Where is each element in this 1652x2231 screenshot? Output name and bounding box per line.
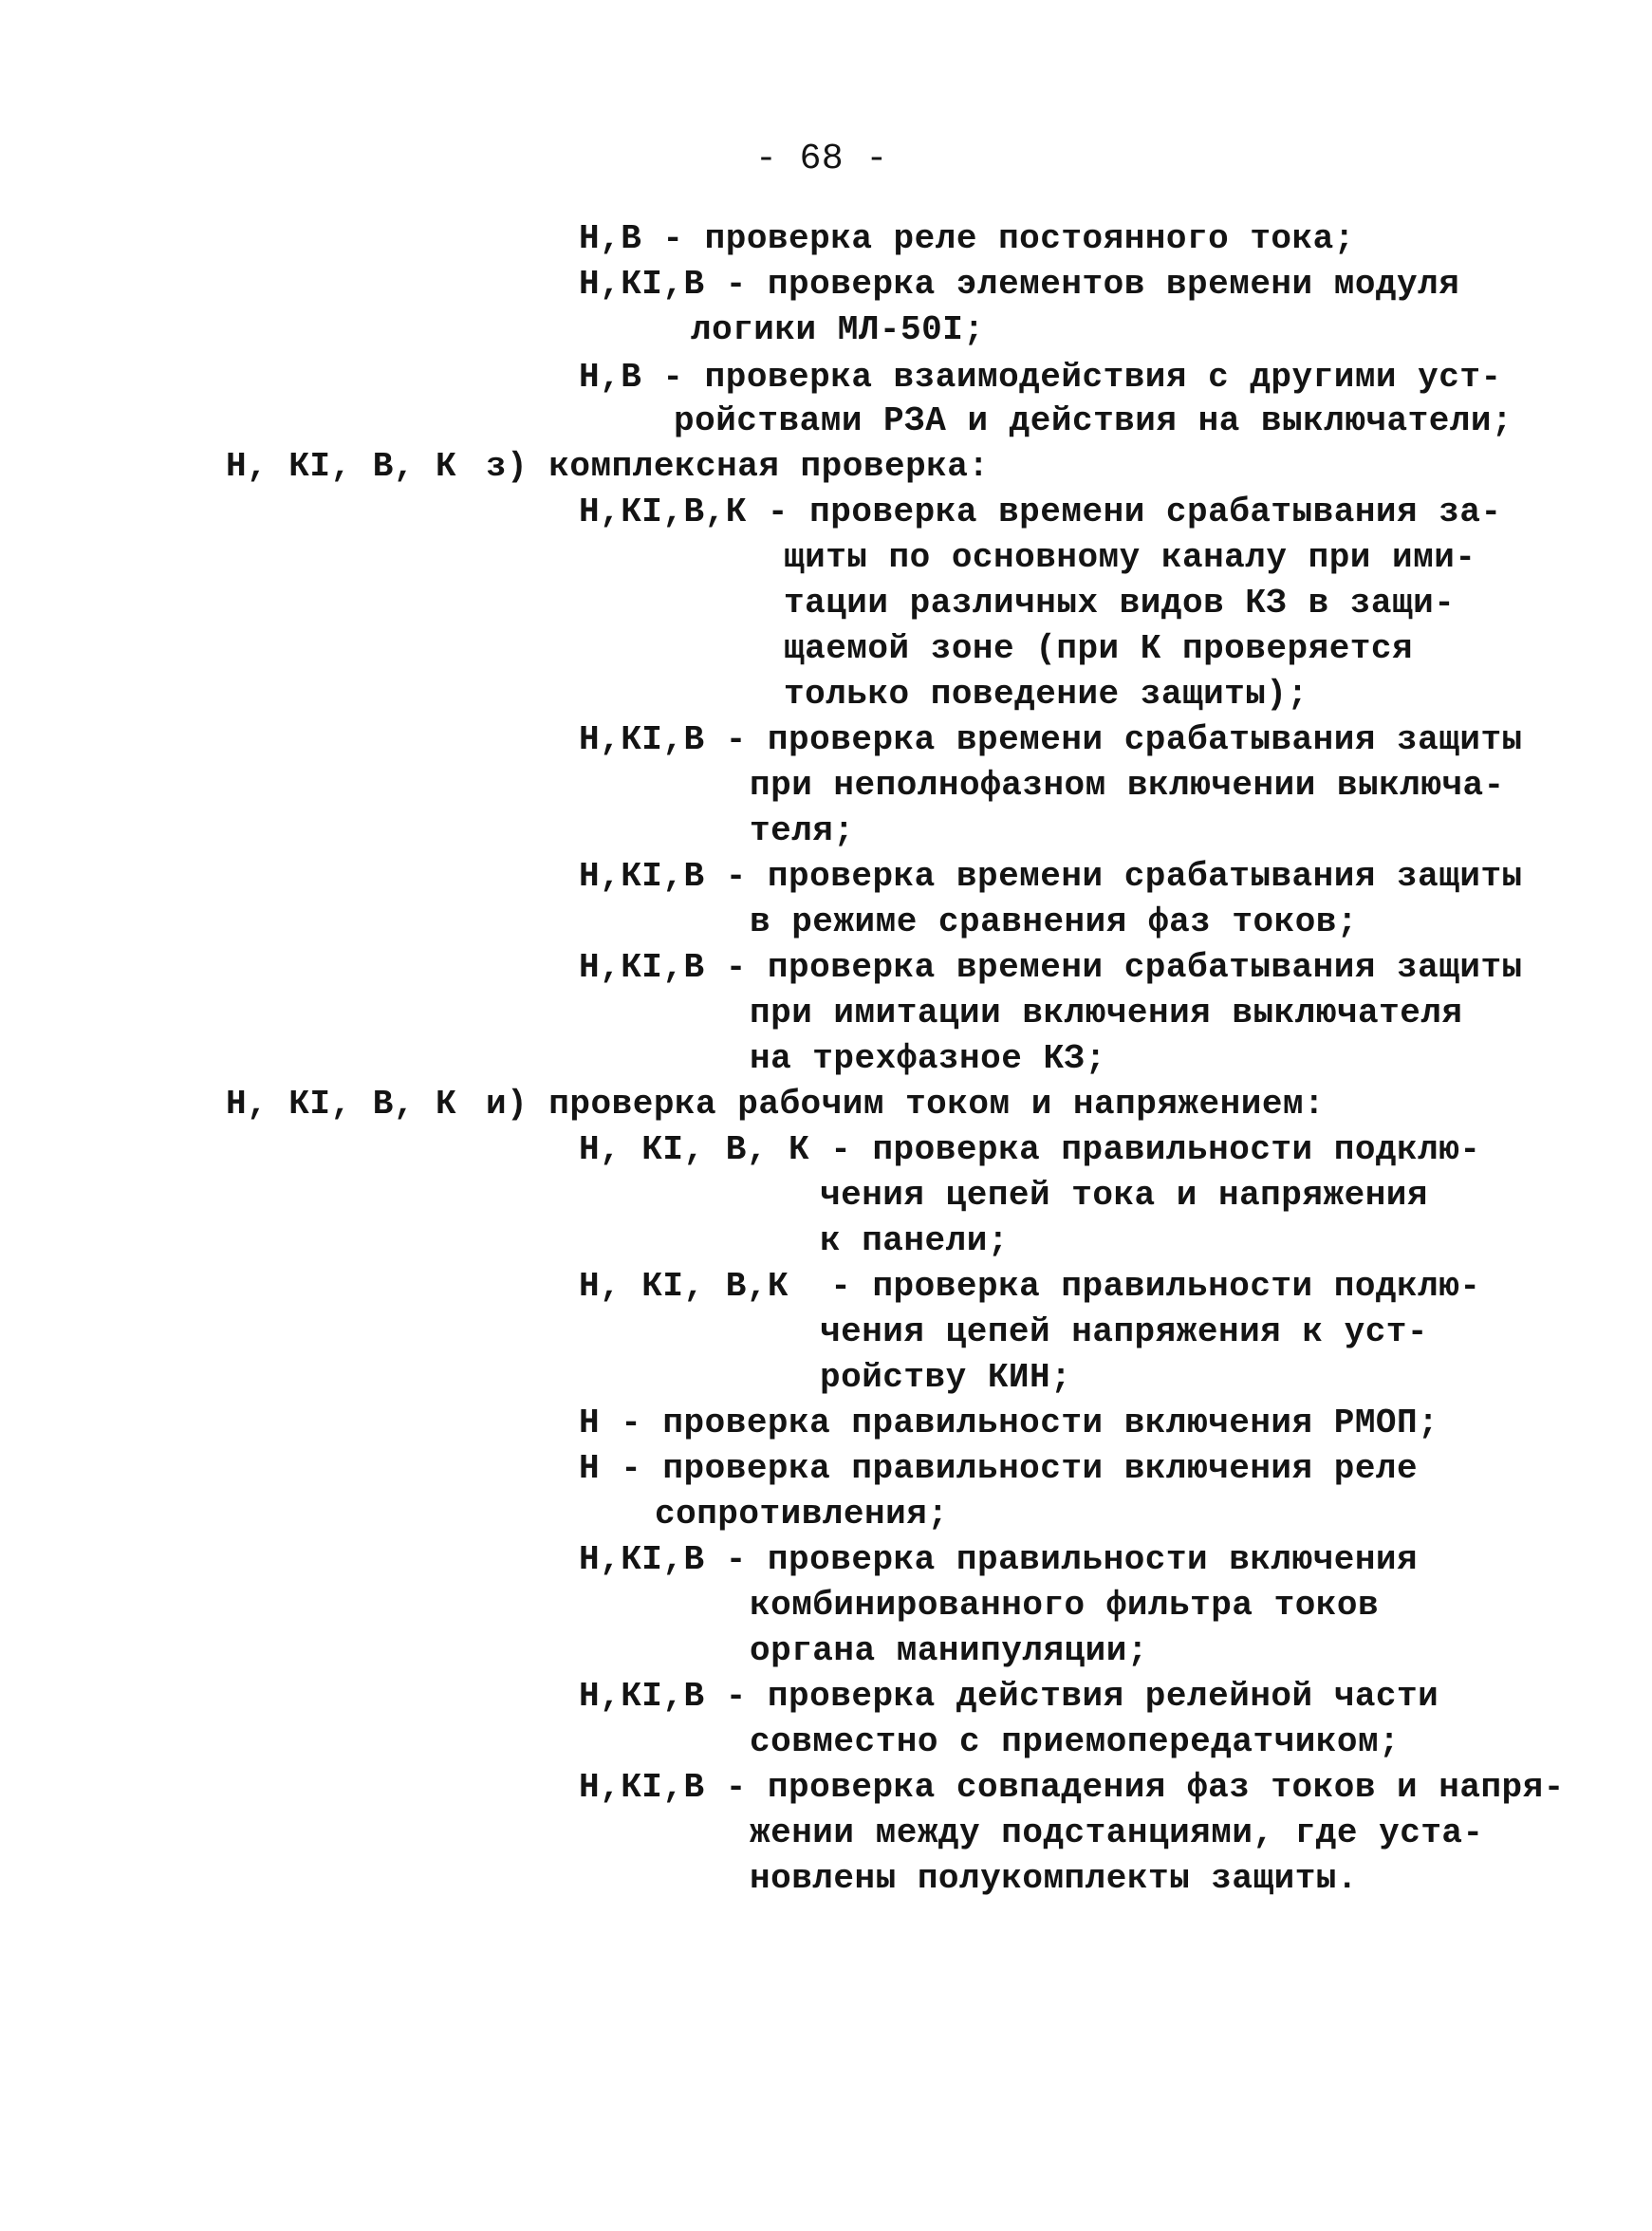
text-line: Н, КI, В,К - проверка правильности подклю- [579, 1267, 1481, 1306]
text-line: Н,КI,В,К - проверка времени срабатывания за- [579, 493, 1502, 531]
text-line: Н,КI,В - проверка совпадения фаз токов и напря- [579, 1768, 1565, 1807]
text-line: совместно с приемопередатчиком; [750, 1722, 1401, 1761]
text-line: только поведение защиты); [784, 675, 1309, 714]
text-line: новлены полукомплекты защиты. [750, 1859, 1359, 1898]
text-line: ройствами РЗА и действия на выключатели; [674, 401, 1513, 440]
text-line: Н - проверка правильности включения реле [579, 1449, 1419, 1488]
text-line: Н,В - проверка взаимодействия с другими уст- [579, 358, 1502, 397]
text-line: ройству КИН; [820, 1358, 1072, 1397]
text-line: тации различных видов КЗ в защи- [784, 584, 1456, 623]
text-line: Н,КI,В - проверка времени срабатывания защиты [579, 948, 1523, 987]
text-line: логики МЛ-50I; [691, 310, 985, 349]
text-line: при неполнофазном включении выключа- [750, 766, 1505, 805]
text-line: в режиме сравнения фаз токов; [750, 902, 1359, 941]
page-number: - 68 - [755, 139, 888, 179]
text-line: теля; [750, 811, 855, 850]
text-line: комбинированного фильтра токов [750, 1586, 1380, 1625]
text-line: Н,КI,В - проверка времени срабатывания защиты [579, 720, 1523, 759]
text-line: Н - проверка правильности включения РМОП; [579, 1404, 1439, 1442]
text-line: Н, КI, В, К - проверка правильности подклю- [579, 1130, 1481, 1169]
text-line: Н,КI,В - проверка действия релейной части [579, 1677, 1439, 1716]
text-line: чения цепей тока и напряжения [820, 1176, 1429, 1215]
text-line: Н,В - проверка реле постоянного тока; [579, 219, 1355, 258]
text-line: щиты по основному каналу при ими- [784, 538, 1476, 577]
section-heading: и) проверка рабочим током и напряжением: [486, 1085, 1326, 1124]
text-line: органа манипуляции; [750, 1631, 1148, 1670]
text-line: жении между подстанциями, где уста- [750, 1813, 1484, 1852]
text-line: Н,КI,В - проверка времени срабатывания защиты [579, 857, 1523, 896]
text-line: на трехфазное КЗ; [750, 1039, 1106, 1078]
text-line: при имитации включения выключателя [750, 994, 1463, 1032]
text-line: Н,КI,В - проверка правильности включения [579, 1540, 1419, 1579]
text-line: к панели; [820, 1221, 1009, 1260]
text-line: Н, КI, В, К [226, 447, 457, 486]
text-line: Н,КI,В - проверка элементов времени модуля [579, 265, 1460, 304]
text-line: щаемой зоне (при К проверяется [784, 629, 1414, 668]
section-heading: з) комплексная проверка: [486, 447, 990, 486]
text-line: Н, КI, В, К [226, 1085, 457, 1124]
text-line: чения цепей напряжения к уст- [820, 1312, 1429, 1351]
text-line: сопротивления; [655, 1495, 949, 1534]
